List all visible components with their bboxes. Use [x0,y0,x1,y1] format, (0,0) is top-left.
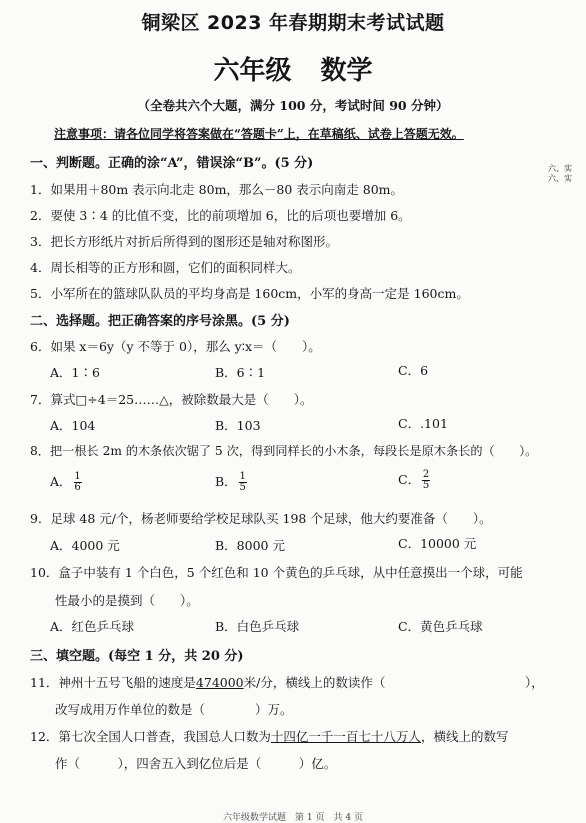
q6-option-b: B．6∶1 [215,365,266,380]
q8-option-b: B． $\frac{1}{5}$ [215,471,246,493]
grade-label: 六年级 [213,56,292,86]
question-2: 2．要使 3∶4 的比值不变，比的前项增加 6，比的后项也要增加 6。 [30,208,411,223]
question-3: 3．把长方形纸片对折后所得到的图形还是轴对称图形。 [30,234,338,249]
exam-title: 铜梁区 2023 年春期期末考试试题 [141,12,445,34]
question-12: 12．第七次全国人口普查，我国总人口数为十四亿一千一百七十八万人，横线上的数写 [30,729,509,744]
margin-note-1: 六、实 [548,164,572,173]
exam-subject [0,50,586,87]
section-choice: 二、选择题。把正确答案的序号涂黑。(5 分) [30,314,290,329]
q7-option-b: B．103 [215,418,261,433]
question-7: 7．算式□÷4＝25……△，被除数最大是（ ）。 [30,392,313,407]
question-4: 4．周长相等的正方形和圆，它们的面积同样大。 [30,260,301,275]
question-12-cont: 作（ ），四舍五入到亿位后是（ ）亿。 [55,756,337,771]
q8-option-a: A． $\frac{1}{6}$ [50,471,81,493]
q9-option-b: B．8000 元 [215,538,285,553]
q6-option-c: C．6 [398,363,429,378]
q7-option-a: A．104 [50,418,96,433]
q6-option-a: A．1∶6 [50,365,100,380]
question-11: 11．神州十五号飞船的速度是474000米/分，横线上的数读作（ [30,675,386,690]
question-9: 9．足球 48 元/个，杨老师要给学校足球队买 198 个足球，他大约要准备（ ）。 [30,511,492,526]
q8-fraction-c: $\frac{2}{5}$ [422,469,430,491]
page-footer: 六年级数学试题 第 1 页 共 4 页 [223,813,363,823]
question-10-cont: 性最小的是摸到（ ）。 [55,593,199,608]
q12-underlined-number: 十四亿一千一百七十八万人 [270,729,421,744]
subject-label: 数学 [320,56,373,86]
section-judgement: 一、判断题。正确的涂“A”，错误涂“B”。(5 分) [30,156,314,171]
q11-close-paren: ）， [525,675,544,690]
q7-option-c: C．.101 [398,416,448,431]
exam-info: （全卷共六个大题，满分 100 分，考试时间 90 分钟） [137,98,449,113]
q8-fraction-b: $\frac{1}{5}$ [239,471,246,493]
section-fill: 三、填空题。(每空 1 分，共 20 分) [30,649,244,664]
question-6: 6．如果 x＝6y（y 不等于 0），那么 y∶x＝（ ）。 [30,339,321,354]
q10-option-b: B．白色乒乓球 [215,619,300,634]
q9-option-c: C．10000 元 [398,536,477,551]
question-11-cont: 改写成用万作单位的数是（ ）万。 [55,702,293,717]
q10-option-c: C．黄色乒乓球 [398,619,483,634]
question-5: 5．小军所在的篮球队队员的平均身高是 160cm，小军的身高一定是 160cm。 [30,286,469,301]
question-8: 8．把一根长 2m 的木条依次锯了 5 次，得到同样长的小木条，每段长是原木条长的（ ）。 [30,444,538,458]
q9-option-a: A．4000 元 [50,538,120,553]
exam-notice: 注意事项：请各位同学将答案做在“答题卡”上，在草稿纸、试卷上答题无效。 [54,127,464,141]
margin-note-2: 六、实 [548,174,572,183]
q11-underlined-number: 474000 [195,675,244,690]
question-1: 1．如果用＋80m 表示向北走 80m，那么－80 表示向南走 80m。 [30,182,404,197]
question-10: 10．盒子中装有 1 个白色，5 个红色和 10 个黄色的乒乓球，从中任意摸出一个球，可能 [30,565,523,580]
q8-fraction-a: $\frac{1}{6}$ [74,471,81,493]
q8-option-c: C． $\frac{2}{5}$ [398,469,430,491]
q10-option-a: A．红色乒乓球 [50,619,135,634]
